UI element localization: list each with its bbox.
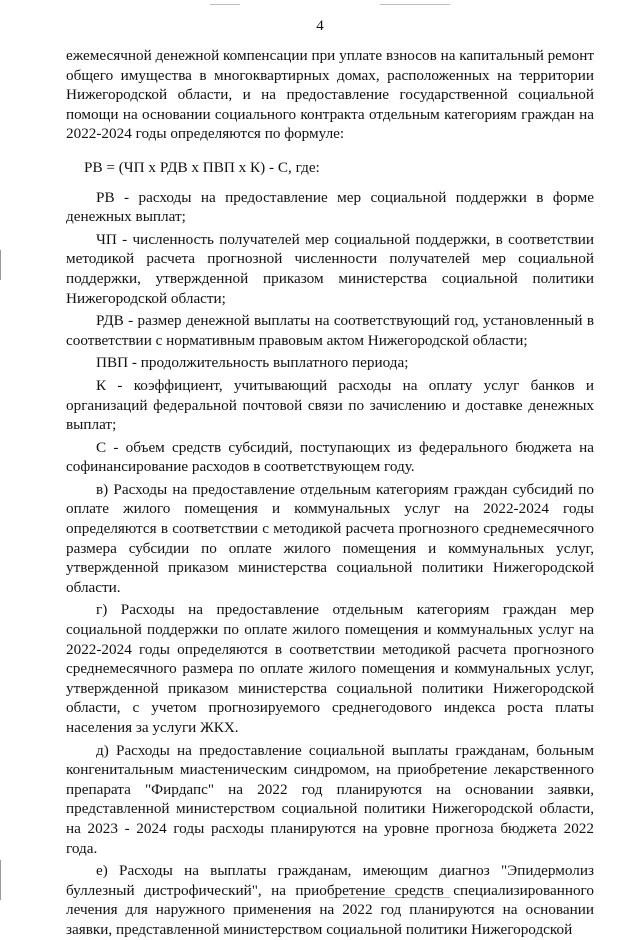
formula: РВ = (ЧП х РДВ х ПВП х К) - С, где: bbox=[84, 158, 320, 176]
paragraph-g: г) Расходы на предоставление отдельным категориям граждан мер социальной поддержки по оплате жилого помещения и коммунальных услуг на 2022-2024 годы определяются в соответствии методикой расчета прогнозного среднемесячного размера по оплате жилого помещения и коммунальных услуг, утвержденной приказом министерства социальной политики Нижегородской области, с учетом прогнозируемого среднегодового индекса роста платы населения за услуги ЖКХ. bbox=[66, 601, 594, 736]
scan-artifact-top-left bbox=[210, 4, 240, 5]
scan-artifact-top-right bbox=[380, 4, 450, 5]
document-body bbox=[66, 46, 594, 940]
page-number: 4 bbox=[316, 18, 324, 34]
paragraph-e: е) Расходы на выплаты гражданам, имеющим диагноз "Эпидермолиз буллезный дистрофический", на приобретение средств специализированного лечения для наружного применения на 2022 год планируются на основании заявки, представленной министерством социальной политики Нижегородской bbox=[66, 862, 594, 938]
definition-pvp: ПВП - продолжительность выплатного периода; bbox=[96, 354, 409, 372]
paragraph-v: в) Расходы на предоставление отдельным категориям граждан субсидий по оплате жилого помещения и коммунальных услуг на 2022-2024 годы определяются в соответствии с методикой расчета прогнозного среднемесячного размера субсидии по оплате жилого помещения и коммунальных услуг, утвержденной приказом министерства социальной политики Нижегородской области. bbox=[66, 480, 594, 596]
definition-k: К - коэффициент, учитывающий расходы на оплату услуг банков и организаций федеральной почтовой связи по зачислению и доставке денежных выплат; bbox=[66, 376, 594, 434]
definition-chp: ЧП - численность получателей мер социальной поддержки, в соответствии методикой расчета прогнозной численности получателей мер социальной поддержки, утвержденной приказом министерства социальной политики Нижегородской области; bbox=[66, 230, 594, 307]
scan-edge-line-bottom bbox=[0, 860, 1, 900]
paragraph-intro-continuation: ежемесячной денежной компенсации при уплате взносов на капитальный ремонт общего имущества в многоквартирных домах, расположенных на территории Нижегородской области, и на предоставление государственной социальной помощи на основании социального контракта отдельным категориям граждан на 2022-2024 годы определяются по формуле: bbox=[66, 47, 594, 143]
paragraph-d: д) Расходы на предоставление социальной выплаты гражданам, больным конгенитальным миастеническим синдромом, на приобретение лекарственного препарата "Фирдапс" на 2022 год планируются на основании заявки, представленной министерством социальной политики Нижегородской области, на 2023 - 2024 годы расходы планируются на уровне прогноза бюджета 2022 года. bbox=[66, 741, 594, 857]
definition-s: С - объем средств субсидий, поступающих из федерального бюджета на софинансирование расходов в соответствующем году. bbox=[66, 438, 594, 476]
scan-edge-line bbox=[0, 250, 1, 280]
definition-rdv: РДВ - размер денежной выплаты на соответствующий год, установленный в соответствии с нормативным правовым актом Нижегородской области; bbox=[66, 312, 594, 349]
definition-rv: РВ - расходы на предоставление мер социальной поддержки в форме денежных выплат; bbox=[66, 188, 594, 226]
